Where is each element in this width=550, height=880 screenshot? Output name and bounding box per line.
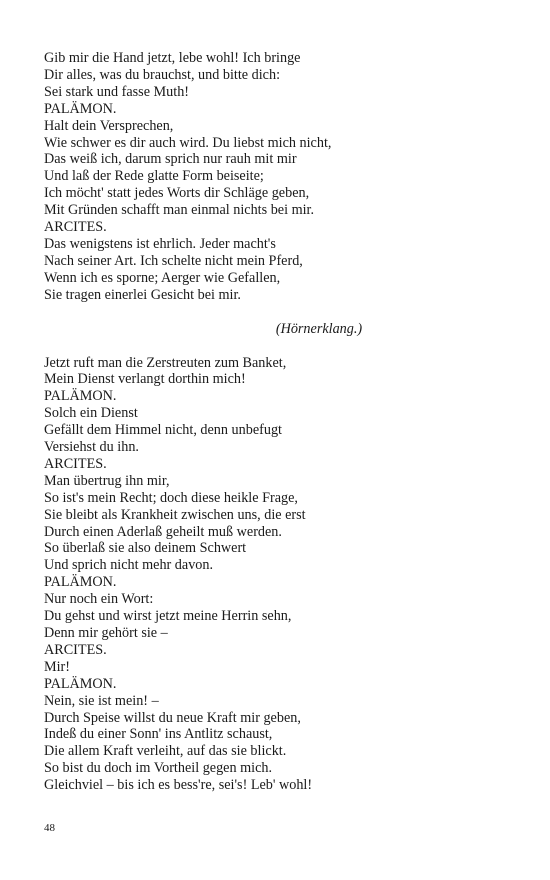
verse-line: Das weiß ich, darum sprich nur rauh mit mir xyxy=(44,151,297,168)
verse-line: Durch Speise willst du neue Kraft mir geben, xyxy=(44,709,301,726)
verse-line: So bist du doch im Vortheil gegen mich. xyxy=(44,760,273,777)
verse-line: Jetzt ruft man die Zerstreuten zum Banket, xyxy=(44,354,287,371)
verse-line: Und laß der Rede glatte Form beiseite; xyxy=(44,168,264,185)
verse-line: Gib mir die Hand jetzt, lebe wohl! Ich bringe xyxy=(44,50,301,66)
speaker-name: PALÄMON. xyxy=(44,675,117,692)
speaker-name: ARCITES. xyxy=(44,219,107,236)
verse-line: Halt dein Versprechen, xyxy=(44,117,174,134)
verse-line: Wie schwer es dir auch wird. Du liebst mich nicht, xyxy=(44,134,332,151)
verse-line: Solch ein Dienst xyxy=(44,405,138,422)
verse-line: Gefällt dem Himmel nicht, denn unbefugt xyxy=(44,422,282,439)
text-block-2 xyxy=(44,355,514,795)
verse-line: Mein Dienst verlangt dorthin mich! xyxy=(44,371,246,388)
speaker-name: PALÄMON. xyxy=(44,100,117,117)
speaker-name: PALÄMON. xyxy=(44,574,117,591)
verse-line: Ich möcht' statt jedes Worts dir Schläge geben, xyxy=(44,185,310,202)
verse-line: Wenn ich es sporne; Aerger wie Gefallen, xyxy=(44,269,281,286)
page-number: 48 xyxy=(44,822,55,834)
verse-line: So ist's mein Recht; doch diese heikle Frage, xyxy=(44,489,298,506)
verse-line: Denn mir gehört sie – xyxy=(44,625,168,641)
page-body xyxy=(44,50,514,794)
verse-line: Sei stark und fasse Muth! xyxy=(44,83,190,100)
verse-line: Versiehst du ihn. xyxy=(44,439,139,456)
verse-line: Sie tragen einerlei Gesicht bei mir. xyxy=(44,286,241,303)
stage-direction: (Hörnerklang.) xyxy=(275,320,363,337)
verse-line: Nach seiner Art. Ich schelte nicht mein Pferd, xyxy=(44,252,303,269)
verse-line: Das wenigstens ist ehrlich. Jeder macht's xyxy=(44,235,276,252)
verse-line: Indeß du einer Sonn' ins Antlitz schaust, xyxy=(44,726,273,743)
verse-line: Nein, sie ist mein! – xyxy=(44,692,159,709)
verse-line: Durch einen Aderlaß geheilt muß werden. xyxy=(44,523,282,540)
verse-line: So überlaß sie also deinem Schwert xyxy=(44,540,247,557)
verse-line: Mir! xyxy=(44,658,71,675)
verse-line: Die allem Kraft verleiht, auf das sie blickt. xyxy=(44,743,287,760)
speaker-name: PALÄMON. xyxy=(44,388,117,405)
verse-line: Und sprich nicht mehr davon. xyxy=(44,557,214,574)
speaker-name: ARCITES. xyxy=(44,455,107,472)
verse-line: Nur noch ein Wort: xyxy=(44,591,154,608)
verse-line: Dir alles, was du brauchst, und bitte dich: xyxy=(44,66,281,83)
text-block-1 xyxy=(44,50,514,304)
verse-line: Gleichviel – bis ich es bess're, sei's! Leb' wohl! xyxy=(44,777,313,794)
verse-line: Du gehst und wirst jetzt meine Herrin sehn, xyxy=(44,608,292,625)
speaker-name: ARCITES. xyxy=(44,641,107,658)
verse-line: Sie bleibt als Krankheit zwischen uns, die erst xyxy=(44,506,306,523)
verse-line: Mit Gründen schafft man einmal nichts bei mir. xyxy=(44,202,315,219)
verse-line: Man übertrug ihn mir, xyxy=(44,472,170,489)
